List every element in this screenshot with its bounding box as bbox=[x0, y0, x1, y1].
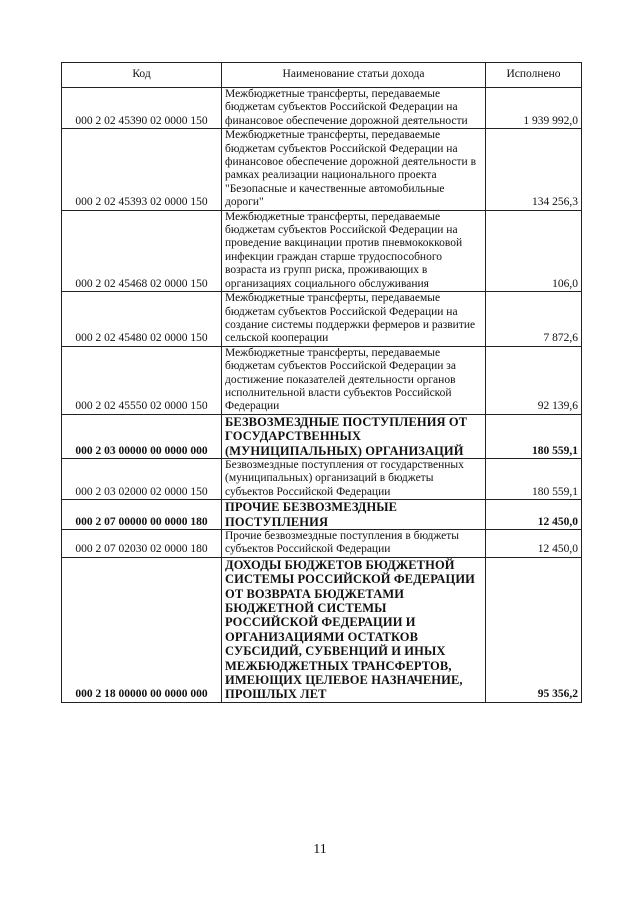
row-code: 000 2 02 45393 02 0000 150 bbox=[62, 129, 222, 210]
table-row bbox=[62, 458, 582, 499]
row-amount: 95 356,2 bbox=[486, 557, 582, 702]
table-row-total bbox=[62, 500, 582, 530]
table-row bbox=[62, 88, 582, 129]
row-name: БЕЗВОЗМЕЗДНЫЕ ПОСТУПЛЕНИЯ ОТ ГОСУДАРСТВЕННЫХ (МУНИЦИПАЛЬНЫХ) ОРГАНИЗАЦИЙ bbox=[222, 414, 486, 458]
table-row bbox=[62, 129, 582, 210]
table-row bbox=[62, 210, 582, 291]
revenue-table bbox=[61, 62, 582, 703]
row-code: 000 2 07 02030 02 0000 180 bbox=[62, 530, 222, 558]
row-name: Межбюджетные трансферты, передаваемые бюджетам субъектов Российской Федерации на финансовое обеспечение дорожной деятельности bbox=[222, 88, 486, 129]
row-code: 000 2 02 45480 02 0000 150 bbox=[62, 292, 222, 347]
page-number: 11 bbox=[313, 842, 327, 857]
row-amount: 134 256,3 bbox=[486, 129, 582, 210]
row-name: Межбюджетные трансферты, передаваемые бюджетам субъектов Российской Федерации на создание системы поддержки фермеров и развитие сельской кооперации bbox=[222, 292, 486, 347]
row-code: 000 2 02 45390 02 0000 150 bbox=[62, 88, 222, 129]
row-amount: 1 939 992,0 bbox=[486, 88, 582, 129]
row-name: Межбюджетные трансферты, передаваемые бюджетам субъектов Российской Федерации на финансовое обеспечение дорожной деятельности в рамках реализации национального проекта "Безопасные и качественные автомобильные дороги" bbox=[222, 129, 486, 210]
table-row bbox=[62, 346, 582, 414]
row-name: Межбюджетные трансферты, передаваемые бюджетам субъектов Российской Федерации на проведение вакцинации против пневмококковой инфекции граждан старше трудоспособного возраста из групп риска, проживающих в организациях социального обслуживания bbox=[222, 210, 486, 291]
row-amount: 180 559,1 bbox=[486, 458, 582, 499]
row-code: 000 2 07 00000 00 0000 180 bbox=[62, 500, 222, 530]
table-row bbox=[62, 530, 582, 558]
row-name: Безвозмездные поступления от государственных (муниципальных) организаций в бюджеты субъектов Российской Федерации bbox=[222, 458, 486, 499]
table-row-total bbox=[62, 414, 582, 458]
row-name: Прочие безвозмездные поступления в бюджеты субъектов Российской Федерации bbox=[222, 530, 486, 558]
table-row bbox=[62, 292, 582, 347]
row-name: ПРОЧИЕ БЕЗВОЗМЕЗДНЫЕ ПОСТУПЛЕНИЯ bbox=[222, 500, 486, 530]
header-amount: Исполнено bbox=[486, 63, 582, 88]
row-amount: 12 450,0 bbox=[486, 500, 582, 530]
row-code: 000 2 03 00000 00 0000 000 bbox=[62, 414, 222, 458]
row-amount: 106,0 bbox=[486, 210, 582, 291]
row-amount: 92 139,6 bbox=[486, 346, 582, 414]
row-amount: 12 450,0 bbox=[486, 530, 582, 558]
row-name: ДОХОДЫ БЮДЖЕТОВ БЮДЖЕТНОЙ СИСТЕМЫ РОССИЙСКОЙ ФЕДЕРАЦИИ ОТ ВОЗВРАТА БЮДЖЕТАМИ БЮДЖЕТНОЙ СИСТЕМЫ РОССИЙСКОЙ ФЕДЕРАЦИИ И ОРГАНИЗАЦИЯМИ ОСТАТКОВ СУБСИДИЙ, СУБВЕНЦИЙ И ИНЫХ МЕЖБЮДЖЕТНЫХ ТРАНСФЕРТОВ, ИМЕЮЩИХ ЦЕЛЕВОЕ НАЗНАЧЕНИЕ, ПРОШЛЫХ ЛЕТ bbox=[222, 557, 486, 702]
header-code: Код bbox=[62, 63, 222, 88]
row-name: Межбюджетные трансферты, передаваемые бюджетам субъектов Российской Федерации за достижение показателей деятельности органов исполнительной власти субъектов Российской Федерации bbox=[222, 346, 486, 414]
row-code: 000 2 03 02000 02 0000 150 bbox=[62, 458, 222, 499]
row-code: 000 2 02 45468 02 0000 150 bbox=[62, 210, 222, 291]
table-row-total bbox=[62, 557, 582, 702]
row-code: 000 2 02 45550 02 0000 150 bbox=[62, 346, 222, 414]
row-code: 000 2 18 00000 00 0000 000 bbox=[62, 557, 222, 702]
row-amount: 7 872,6 bbox=[486, 292, 582, 347]
row-amount: 180 559,1 bbox=[486, 414, 582, 458]
header-name: Наименование статьи дохода bbox=[222, 63, 486, 88]
table-header-row bbox=[62, 63, 582, 88]
